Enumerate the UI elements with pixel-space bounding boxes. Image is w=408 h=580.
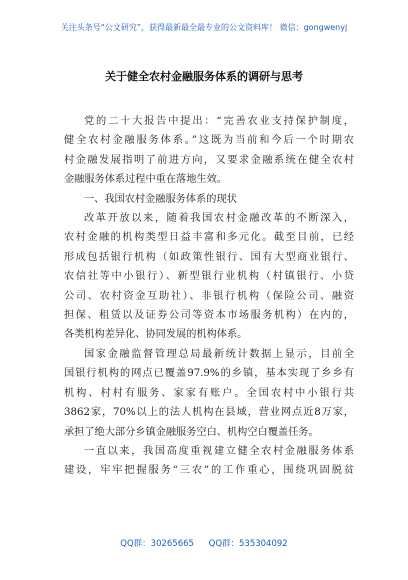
body-line: 3862家，70%以上的法人机构在县域，营业网点近8万家， [64, 407, 354, 419]
document-body [64, 112, 354, 481]
body-line: 金融服务体系过程中重在落地生效。 [64, 174, 227, 186]
body-line: 村金融发展指明了前进方向，又要求金融系统在健全农村 [64, 154, 354, 166]
body-line: 农村金融的机构类型日益丰富和多元化。截至目前，已经 [64, 232, 354, 244]
body-line: 公司、农村资金互助社）、非银行机构（保险公司、融资 [64, 290, 354, 302]
body-line: 农信社等中小银行）、新型银行业机构（村镇银行、小贷 [64, 271, 354, 283]
body-line: 国银行机构的网点已覆盖97.9%的乡镇，基本实现了乡乡有 [64, 368, 354, 380]
body-line: 国家金融监督管理总局最新统计数据上显示，目前全 [84, 348, 354, 360]
body-line: 机构、村村有服务、家家有账户。全国农村中小银行共 [64, 387, 354, 399]
body-line: 承担了绝大部分乡镇金融服务空白、机构空白覆盖任务。 [64, 426, 319, 438]
footer-qq-group-1: QQ群：30265665 [120, 539, 194, 549]
header-banner: 关注头条号“公文研究”，获得最新最全最专业的公文资料库！ 微信：gongwenyj [60, 23, 348, 32]
body-line: 形成包括银行机构（如政策性银行、国有大型商业银行、 [64, 251, 354, 263]
footer-qq-group-2: QQ群：535304092 [208, 539, 288, 549]
body-line: 一直以来，我国高度重视建立健全农村金融服务体系 [84, 445, 354, 457]
section-heading: 一、我国农村金融服务体系的现状 [84, 193, 237, 205]
body-line: 健全农村金融服务体系。”这既为当前和今后一个时期农 [64, 135, 354, 147]
document-title: 关于健全农村金融服务体系的调研与思考 [105, 70, 303, 83]
body-line: 担保、租赁以及证券公司等资本市场服务机构）在内的， [64, 310, 354, 322]
body-line: 改革开放以来，随着我国农村金融改革的不断深入， [84, 213, 354, 225]
footer-qq-groups [0, 537, 408, 549]
body-line: 各类机构差异化、协同发展的机构体系。 [64, 329, 248, 341]
body-line: 党的二十大报告中提出：“完善农业支持保护制度， [84, 116, 354, 127]
body-line: 建设，牢牢把握服务“三农”的工作重心，围绕巩固脱贫 [64, 465, 354, 477]
